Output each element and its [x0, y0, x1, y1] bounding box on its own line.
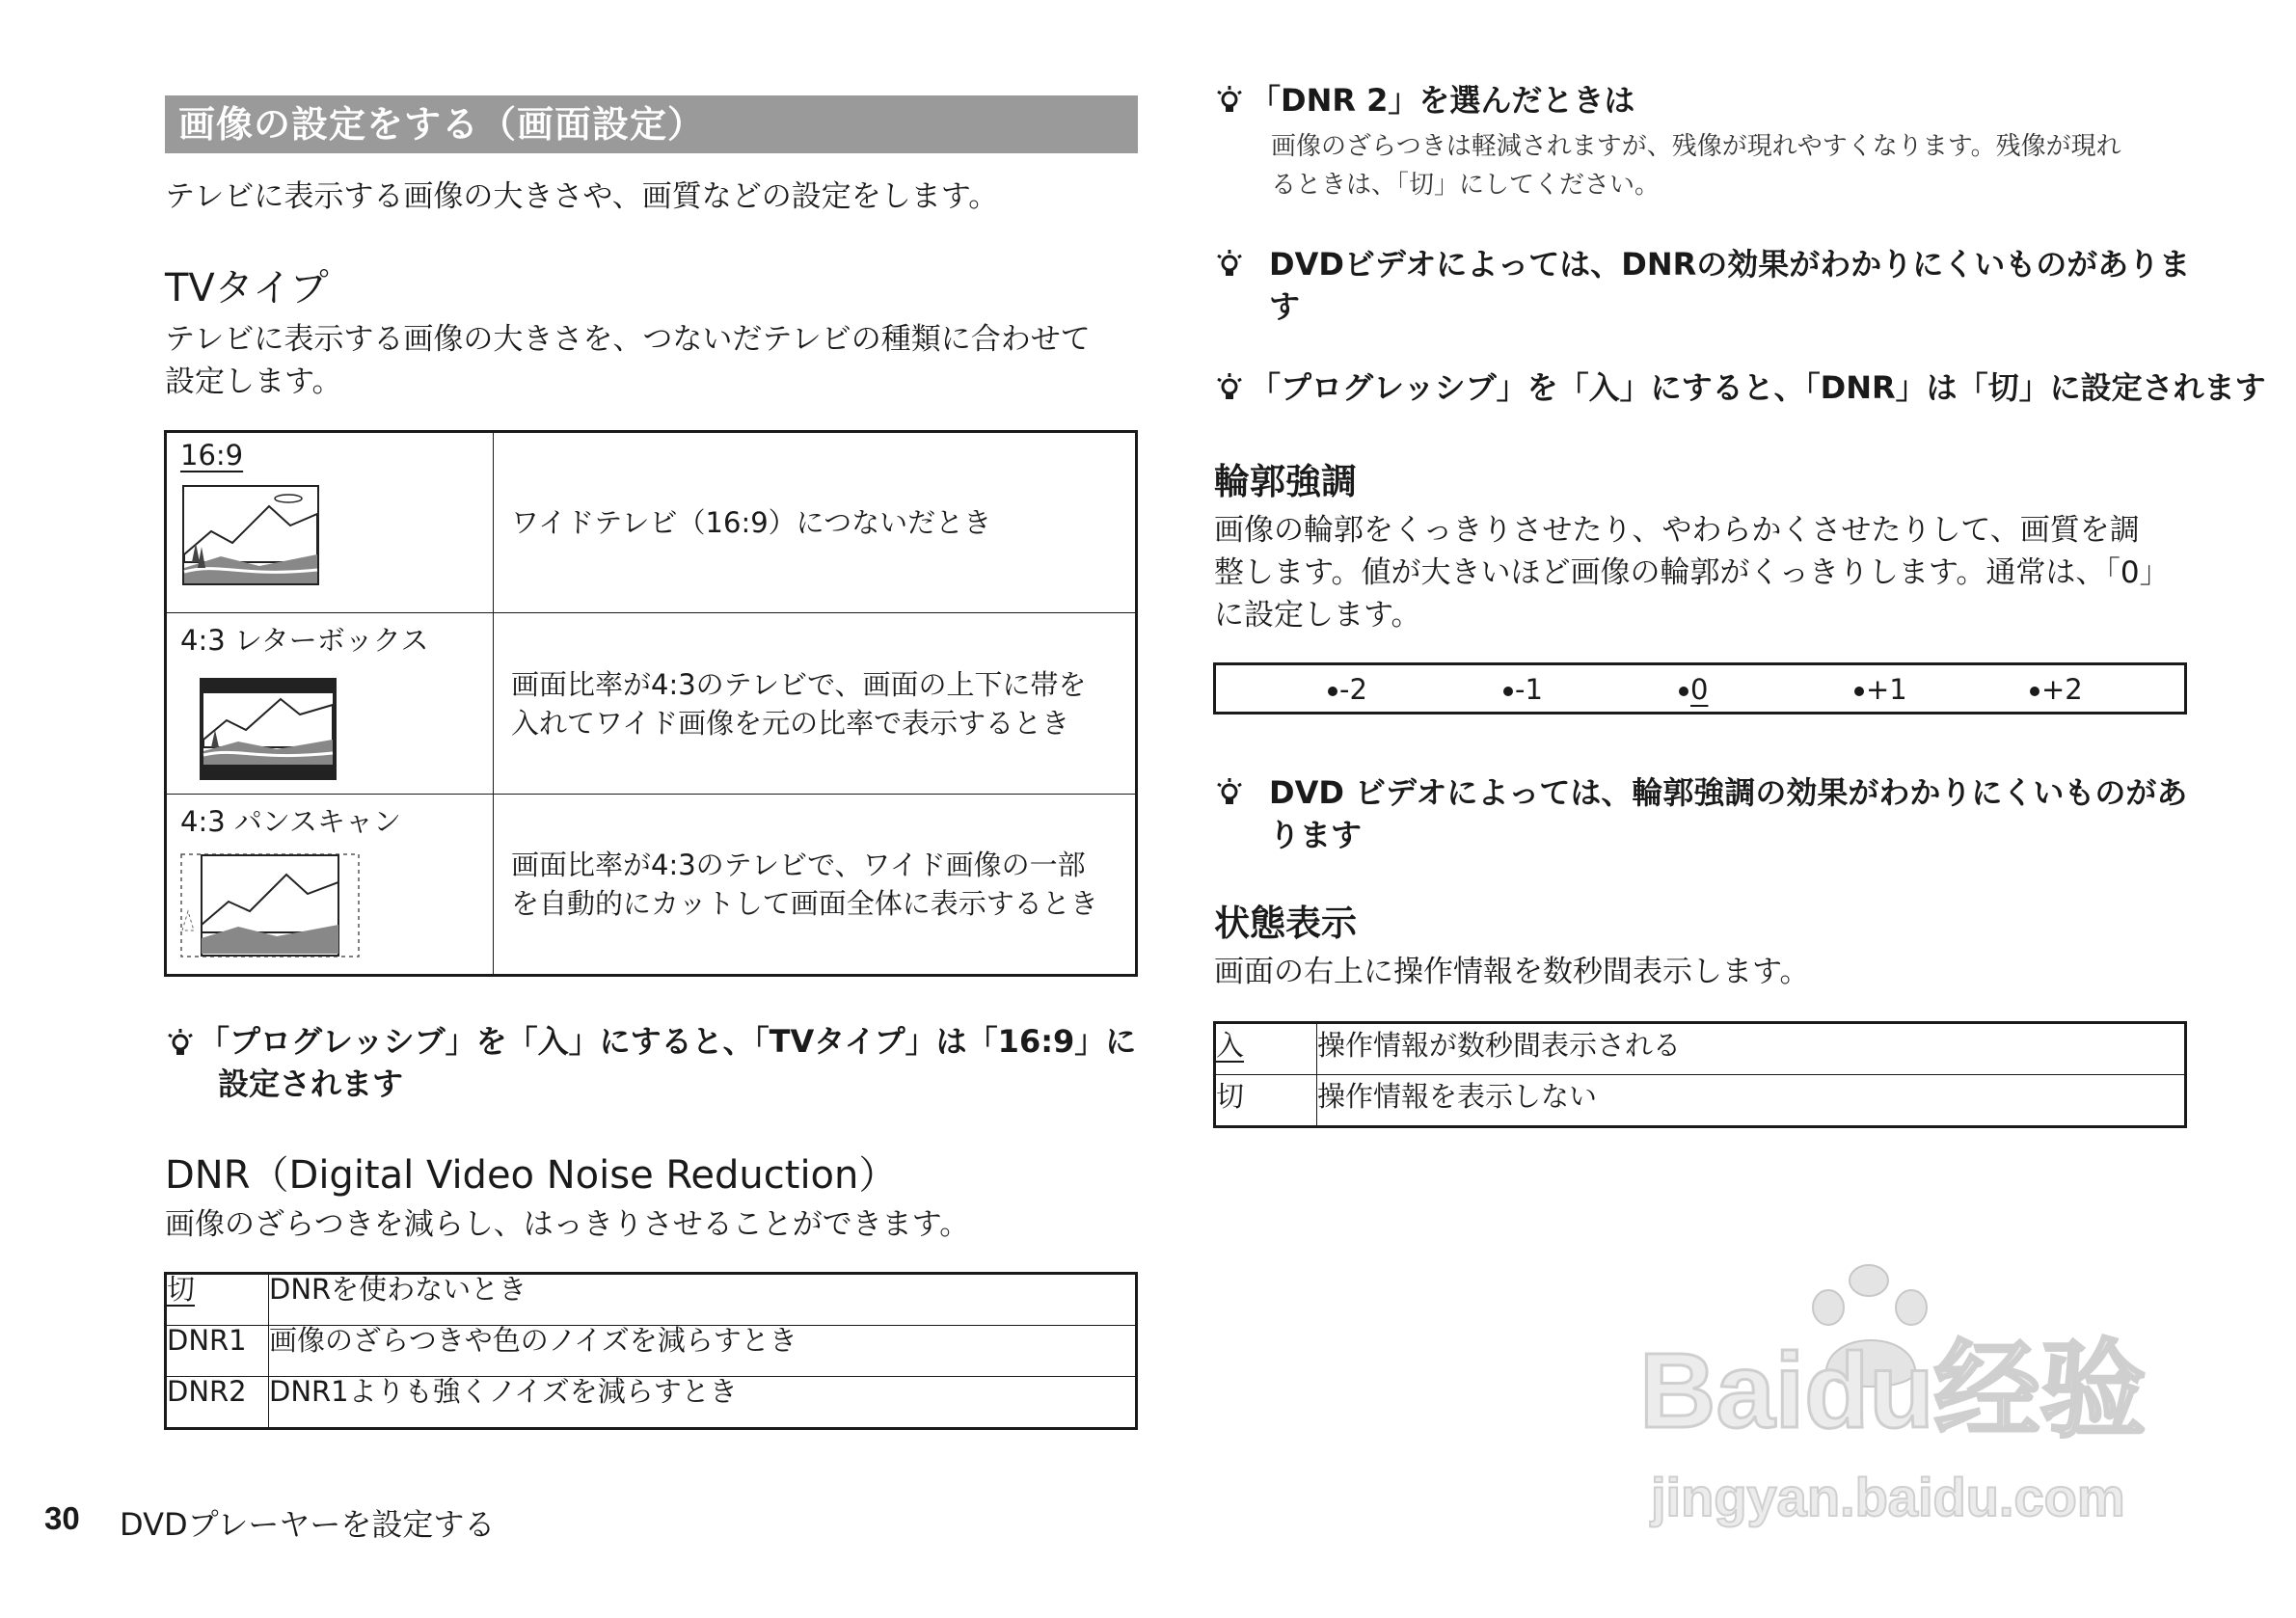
- table-row: [166, 432, 1137, 613]
- lightbulb-icon: [1215, 372, 1244, 405]
- watermark-brand: Baidu经验: [1639, 1332, 2147, 1450]
- table-row: [166, 1274, 1137, 1326]
- section-title: 画像の設定をする（画面設定）: [165, 95, 1138, 153]
- dnr2-tip-body-line1: 画像のざらつきは軽減されますが、残像が現れやすくなります。残像が現れ: [1271, 132, 2121, 161]
- option-desc-line1: 画面比率が4:3のテレビで、ワイド画像の一部: [511, 849, 1086, 881]
- tv-type-table: [164, 430, 1138, 977]
- lightbulb-icon: [166, 1028, 195, 1061]
- table-row: [166, 795, 1137, 976]
- option-value: 操作情報を表示しない: [1317, 1075, 2186, 1127]
- option-desc: ワイドテレビ（16:9）につないだとき: [511, 506, 992, 539]
- panscan-illustration: [180, 853, 360, 957]
- option-desc-line2: 入れてワイド画像を元の比率で表示するとき: [511, 706, 1070, 740]
- sharpness-desc-line3: に設定します。: [1214, 598, 1421, 633]
- option-key: DNR2: [166, 1377, 269, 1429]
- sharpness-tip-line1: DVD ビデオによっては、輪郭強調の効果がわかりにくいものがあ: [1269, 774, 2188, 811]
- dnr-table: [164, 1272, 1138, 1430]
- scale-item: +1: [1854, 673, 1907, 706]
- option-desc-line2: を自動的にカットして画面全体に表示するとき: [511, 887, 1098, 920]
- table-row: [1215, 1075, 2186, 1127]
- sharpness-scale: [1213, 662, 2187, 715]
- option-value: DNR1よりも強くノイズを減らすとき: [269, 1377, 1137, 1429]
- page-number: 30: [44, 1500, 80, 1536]
- status-display-desc: 画面の右上に操作情報を数秒間表示します。: [1214, 955, 1810, 989]
- scale-item: -2: [1328, 673, 1367, 706]
- intro-text: テレビに表示する画像の大きさや、画質などの設定をします。: [165, 179, 999, 214]
- status-display-table: [1213, 1021, 2187, 1128]
- tv-type-desc-line1: テレビに表示する画像の大きさを、つないだテレビの種類に合わせて: [165, 322, 1091, 357]
- option-key: 切: [167, 1273, 196, 1306]
- option-desc-line1: 画面比率が4:3のテレビで、画面の上下に帯を: [511, 667, 1087, 701]
- tv-type-tip-line1: 「プログレッシブ」を「入」にすると、「TVタイプ」は「16:9」に: [199, 1023, 1137, 1060]
- dnr2-tip-body-line2: るときは、「切」にしてください。: [1271, 171, 1661, 200]
- sharpness-desc-line1: 画像の輪郭をくっきりさせたり、やわらかくさせたりして、画質を調: [1214, 513, 2140, 548]
- option-value: DNRを使わないとき: [269, 1274, 1137, 1326]
- scale-item-default: 0: [1679, 673, 1708, 706]
- option-label: 4:3 パンスキャン: [180, 805, 402, 838]
- dnr-desc: 画像のざらつきを減らし、はっきりさせることができます。: [165, 1207, 970, 1242]
- option-key: 入: [1216, 1029, 1245, 1062]
- tv-type-tip-line2: 設定されます: [218, 1065, 404, 1102]
- scale-item: +2: [2030, 673, 2083, 706]
- option-label: 16:9: [180, 439, 244, 472]
- scale-item: -1: [1503, 673, 1543, 706]
- sharpness-tip-line2: ります: [1269, 817, 1363, 853]
- table-row: [1215, 1023, 2186, 1075]
- dnr-effect-tip-line1: DVDビデオによっては、DNRの効果がわかりにくいものがありま: [1269, 246, 2191, 283]
- sharpness-heading: 輪郭強調: [1214, 461, 1357, 502]
- table-row: [166, 1326, 1137, 1377]
- baidu-watermark-logo: [1630, 1263, 2170, 1543]
- status-display-heading: 状態表示: [1214, 903, 1357, 944]
- progressive-dnr-tip: 「プログレッシブ」を「入」にすると、「DNR」は「切」に設定されます: [1250, 369, 2266, 406]
- lightbulb-icon: [1215, 85, 1244, 118]
- wide-screen-illustration: [182, 485, 319, 585]
- sharpness-desc-line2: 整します。値が大きいほど画像の輪郭がくっきりします。通常は、「0」: [1214, 555, 2170, 590]
- option-value: 操作情報が数秒間表示される: [1317, 1023, 2186, 1075]
- option-label: 4:3 レターボックス: [180, 624, 429, 657]
- table-row: [166, 1377, 1137, 1429]
- tv-type-heading: TVタイプ: [165, 266, 329, 310]
- lightbulb-icon: [1215, 249, 1244, 282]
- option-key: 切: [1215, 1075, 1317, 1127]
- table-row: [166, 613, 1137, 795]
- option-value: 画像のざらつきや色のノイズを減らすとき: [269, 1326, 1137, 1377]
- tv-type-desc-line2: 設定します。: [165, 364, 342, 399]
- option-key: DNR1: [166, 1326, 269, 1377]
- letterbox-illustration: [200, 678, 337, 780]
- lightbulb-icon: [1215, 777, 1244, 810]
- dnr-heading: DNR（Digital Video Noise Reduction）: [165, 1153, 898, 1198]
- watermark-url: jingyan.baidu.com: [1651, 1467, 2125, 1527]
- dnr-effect-tip-line2: す: [1269, 288, 1301, 325]
- chapter-title: DVDプレーヤーを設定する: [120, 1506, 496, 1543]
- dnr2-tip-title: 「DNR 2」を選んだときは: [1250, 82, 1635, 119]
